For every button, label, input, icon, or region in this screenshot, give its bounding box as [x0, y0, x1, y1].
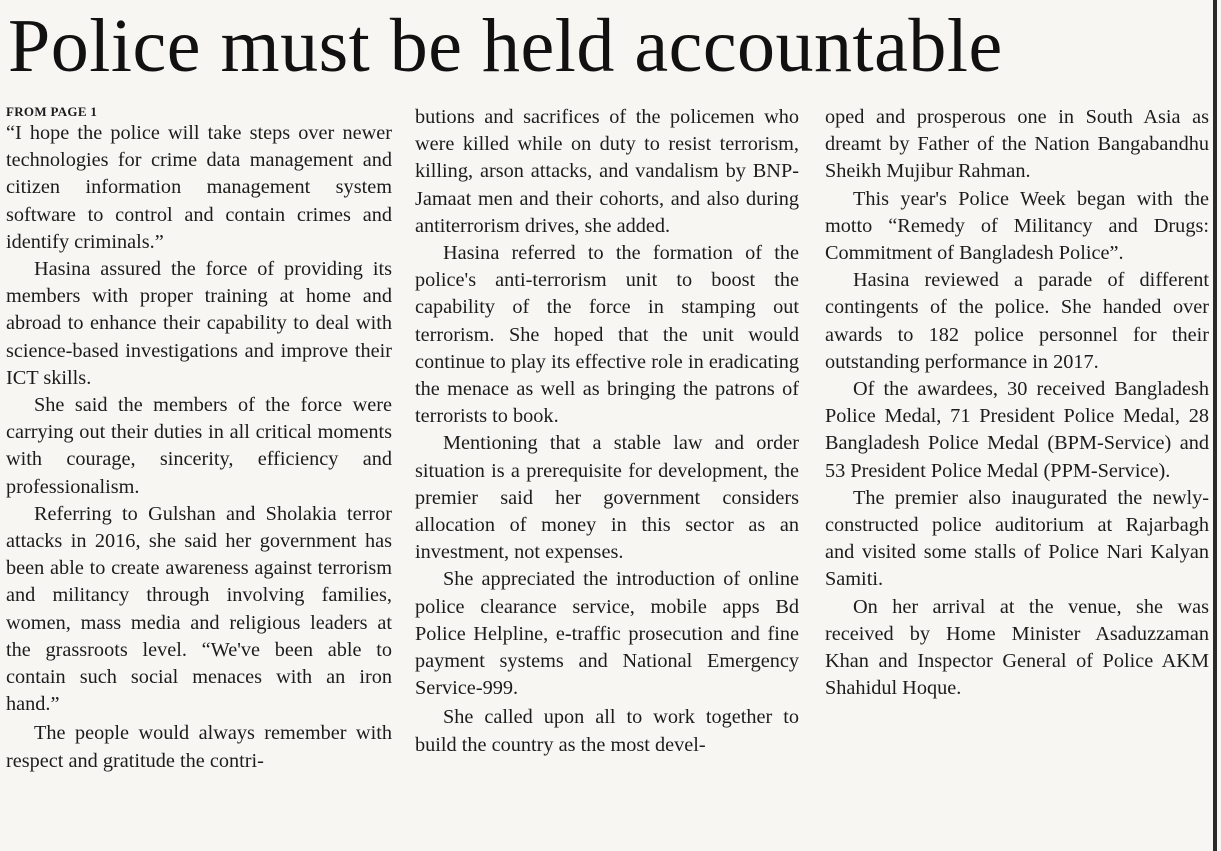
- paragraph: She called upon all to work together to build the country as the most devel-: [415, 706, 799, 756]
- article-column-3: [825, 104, 1209, 702]
- paragraph: Referring to Gulshan and Sholakia terror attacks in 2016, she said her government has been able to create awareness against terrorism and militancy through involving families, women, mass media and religious leaders at the grassroots level. “We've been able to contain such social menaces with an iron hand.”: [6, 502, 392, 716]
- page-edge-rule: [1213, 0, 1217, 851]
- paragraph: Hasina referred to the formation of the police's anti-terrorism unit to boost the capability of the force in stamping out terrorism. She hoped that the unit would continue to play its effective role in eradicating the menace as well as bringing the patrons of terrorists to book.: [415, 242, 799, 428]
- paragraph: oped and prosperous one in South Asia as dreamt by Father of the Nation Bangabandhu Sheikh Mujibur Rahman.: [825, 106, 1209, 183]
- paragraph: This year's Police Week began with the motto “Remedy of Militancy and Drugs: Commitment of Bangladesh Police”.: [825, 187, 1209, 265]
- paragraph: Mentioning that a stable law and order situation is a prerequisite for development, the premier said her government considers allocation of money in this sector as an investment, not expenses.: [415, 432, 799, 564]
- paragraph: “I hope the police will take steps over newer technologies for crime data management and citizen information management system software to control and contain crimes and identify criminals.”: [6, 122, 392, 253]
- paragraph: Hasina assured the force of providing its members with proper training at home and abroad to enhance their capability to deal with science-based investigations and improve their ICT skills.: [6, 258, 392, 389]
- paragraph: The people would always remember with respect and gratitude the contri-: [6, 722, 392, 772]
- article-column-1: [6, 104, 392, 775]
- paragraph: She appreciated the introduction of online police clearance service, mobile apps Bd Police Helpline, e-traffic prosecution and fine payment systems and National Emergency Service-999.: [415, 568, 799, 700]
- continued-from-label: FROM PAGE 1: [6, 104, 98, 119]
- paragraph: butions and sacrifices of the policemen who were killed while on duty to resist terrorism, killing, arson attacks, and vandalism by BNP-Jamaat men and their cohorts, and also during antiterrorism drives, she added.: [415, 106, 799, 237]
- paragraph: Of the awardees, 30 received Bangladesh Police Medal, 71 President Police Medal, 28 Bangladesh Police Medal (BPM-Service) and 53 President Police Medal (PPM-Service).: [825, 378, 1209, 482]
- paragraph: On her arrival at the venue, she was received by Home Minister Asaduzzaman Khan and Inspector General of Police AKM Shahidul Hoque.: [825, 595, 1209, 700]
- paragraph: Hasina reviewed a parade of different contingents of the police. She handed over awards to 182 police personnel for their outstanding performance in 2017.: [825, 269, 1209, 373]
- headline: Police must be held accountable: [8, 4, 1003, 88]
- paragraph: The premier also inaugurated the newly-constructed police auditorium at Rajarbagh and visited some stalls of Police Nari Kalyan Samiti.: [825, 486, 1209, 591]
- article-column-2: [415, 104, 799, 759]
- paragraph: She said the members of the force were carrying out their duties in all critical moments with courage, sincerity, efficiency and professionalism.: [6, 394, 392, 498]
